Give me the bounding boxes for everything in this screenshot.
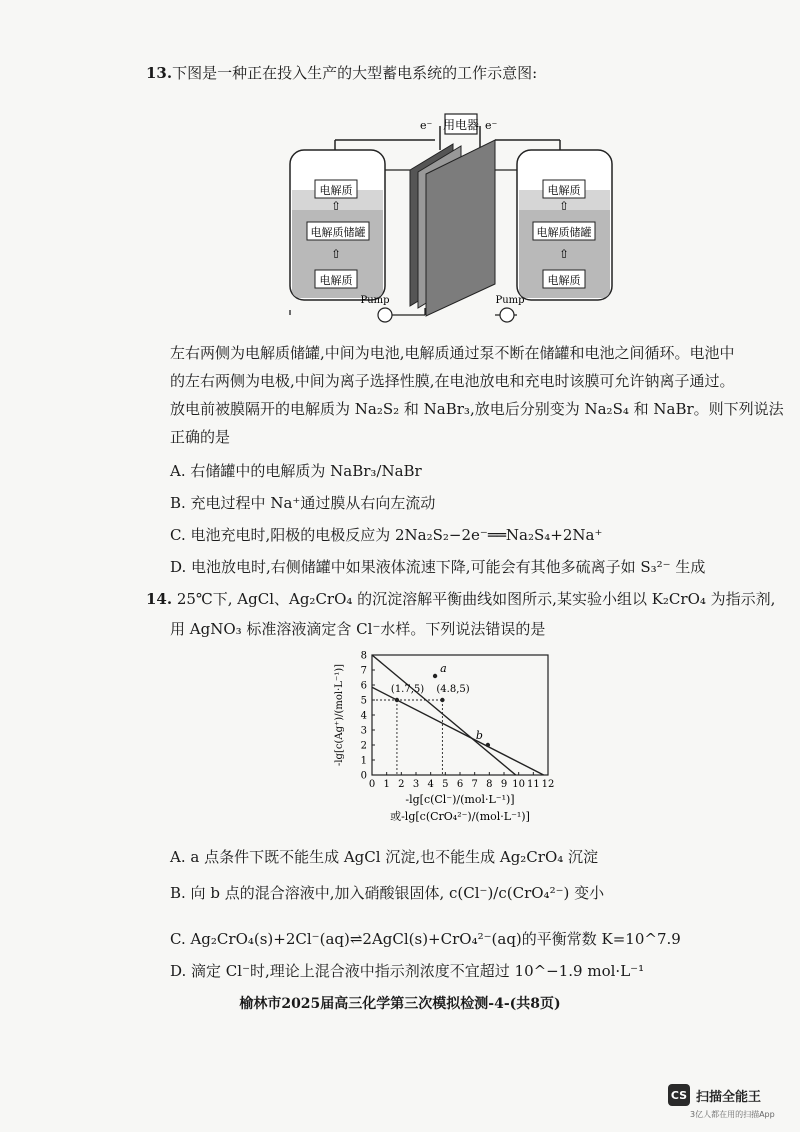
y-tick-label: 5 [360, 695, 367, 707]
q13-stem-text: 下图是一种正在投入生产的大型蓄电系统的工作示意图: [172, 64, 538, 82]
y-tick-label: 2 [360, 740, 367, 752]
right-mid-label: 电解质储罐 [536, 226, 592, 239]
x-tick-label: 1 [383, 779, 390, 790]
y-tick-label: 0 [360, 770, 367, 782]
q14-number: 14. [146, 590, 173, 608]
left-top-label: 电解质 [319, 184, 353, 197]
scanner-watermark [668, 1084, 761, 1106]
watermark-subtitle: 3亿人都在用的扫描App [690, 1110, 775, 1119]
pump-left-label: Pump [360, 295, 390, 306]
x-tick-label: 6 [456, 779, 464, 790]
right-top-label: 电解质 [547, 184, 581, 197]
q13-desc-line-1: 左右两侧为电解质储罐,中间为电池,电解质通过泵不断在储罐和电池之间循环。电池中 [170, 344, 735, 362]
q13-option-d: D. 电池放电时,右侧储罐中如果液体流速下降,可能会有其他多硫离子如 S₃²⁻ 生成 [170, 558, 706, 576]
arrow-up-icon: ⇧ [330, 199, 342, 213]
y-tick-label: 6 [360, 680, 367, 692]
q13-desc-line-4: 正确的是 [170, 428, 231, 446]
q13-desc-line-3: 放电前被膜隔开的电解质为 Na₂S₂ 和 NaBr₃,放电后分别变为 Na₂S₄ 和 NaBr。则下列说法 [170, 400, 784, 418]
point-label: b [475, 729, 483, 742]
q14-option-b: B. 向 b 点的混合溶液中,加入硝酸银固体, c(Cl⁻)/c(CrO₄²⁻) 变小 [170, 884, 605, 902]
x-tick-label: 8 [486, 779, 493, 790]
y-tick-label: 3 [360, 725, 367, 737]
device-label: 用电器 [442, 118, 480, 132]
point-label: (4.8,5) [436, 684, 470, 695]
q13-option-b: B. 充电过程中 Na⁺通过膜从右向左流动 [170, 494, 436, 512]
point-label: a [440, 662, 447, 675]
x-tick-label: 11 [526, 779, 540, 790]
x-tick-label: 0 [368, 779, 376, 790]
q13-stem [146, 62, 537, 84]
data-point [395, 698, 399, 702]
arrow-up-icon: ⇧ [558, 199, 570, 213]
q13-option-c: C. 电池充电时,阳极的电极反应为 2Na₂S₂−2e⁻══Na₂S₄+2Na⁺ [170, 526, 603, 544]
x-tick-label: 7 [471, 779, 478, 790]
arrow-up-icon: ⇧ [330, 247, 342, 261]
y-tick-label: 4 [360, 710, 367, 722]
camscanner-logo-icon: CS [668, 1084, 690, 1106]
left-mid-label: 电解质储罐 [310, 226, 366, 239]
q14-stem-line-2: 用 AgNO₃ 标准溶液滴定含 Cl⁻水样。下列说法错误的是 [170, 620, 546, 638]
q13-number: 13. [146, 64, 173, 82]
point-label: (1.7,5) [390, 684, 425, 695]
x-tick-label: 10 [512, 779, 526, 790]
q14-option-a: A. a 点条件下既不能生成 AgCl 沉淀,也不能生成 Ag₂CrO₄ 沉淀 [170, 848, 599, 866]
y-axis-label: -lg[c(Ag⁺)/(mol·L⁻¹)] [334, 663, 345, 767]
electron-right-label: e⁻ [485, 119, 498, 132]
pump-right-label: Pump [495, 295, 525, 306]
electron-left-label: e⁻ [420, 119, 433, 132]
q13-desc-line-2: 的左右两侧为电极,中间为离子选择性膜,在电池放电和充电时该膜可允许钠离子通过。 [170, 372, 735, 390]
y-tick-label: 7 [360, 665, 367, 677]
pump-left-icon [378, 308, 392, 322]
x-tick-label: 2 [398, 779, 405, 790]
plot-frame [372, 655, 548, 775]
x-tick-label: 9 [500, 779, 508, 790]
data-point [440, 698, 444, 702]
arrow-up-icon: ⇧ [558, 247, 570, 261]
q14-option-d: D. 滴定 Cl⁻时,理论上混合液中指示剂浓度不宜超过 10^−1.9 mol·L⁻¹ [170, 962, 645, 980]
x-axis-label-line-1: -lg[c(Cl⁻)/(mol·L⁻¹)] [405, 793, 515, 806]
battery-diagram [285, 110, 615, 340]
y-tick-label: 1 [360, 755, 367, 767]
pump-right-icon [500, 308, 514, 322]
left-bottom-label: 电解质 [319, 274, 353, 287]
x-tick-label: 12 [541, 779, 555, 790]
x-tick-label: 4 [427, 779, 434, 790]
q14-option-c: C. Ag₂CrO₄(s)+2Cl⁻(aq)⇌2AgCl(s)+CrO₄²⁻(aq)的平衡常数 K=10^7.9 [170, 930, 681, 948]
q14-stem-line-1 [146, 588, 775, 610]
x-axis-label-line-2: 或-lg[c(CrO₄²⁻)/(mol·L⁻¹)] [390, 810, 530, 823]
x-tick-label: 5 [442, 779, 449, 790]
q13-option-a: A. 右储罐中的电解质为 NaBr₃/NaBr [170, 462, 422, 480]
q14-stem-text-1: 25℃下, AgCl、Ag₂CrO₄ 的沉淀溶解平衡曲线如图所示,某实验小组以 K₂CrO₄ 为指示剂, [176, 590, 776, 608]
y-tick-label: 8 [360, 650, 367, 662]
x-tick-label: 3 [412, 779, 420, 790]
ksp-chart [330, 645, 570, 835]
right-bottom-label: 电解质 [547, 274, 581, 287]
data-point [486, 743, 490, 747]
watermark-title: 扫描全能王 [696, 1089, 762, 1105]
data-point [433, 674, 437, 678]
page-footer: 榆林市2025届高三化学第三次模拟检测-4-(共8页) [239, 996, 561, 1012]
